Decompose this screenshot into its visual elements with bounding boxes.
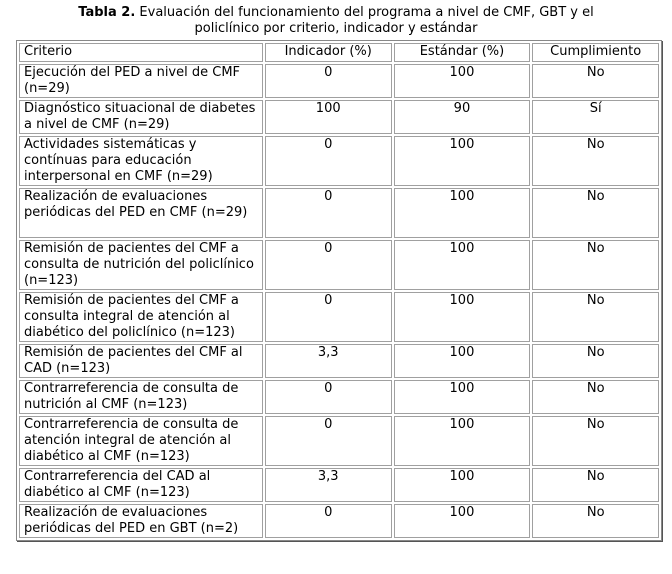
- caption-label: Tabla 2.: [78, 5, 136, 20]
- table-row: [19, 292, 659, 342]
- cell-criterio: Remisión de pacientes del CMF a consulta de nutrición del policlínico (n=123): [19, 240, 263, 290]
- cell-cumplimiento: Sí: [532, 100, 659, 134]
- cell-cumplimiento: No: [532, 380, 659, 414]
- evaluation-table: [16, 40, 662, 541]
- header-criterio: Criterio: [19, 43, 263, 62]
- header-row: [19, 43, 659, 62]
- table-row: [19, 504, 659, 538]
- table-row: [19, 416, 659, 466]
- table-caption: [0, 5, 672, 37]
- cell-indicador: 0: [265, 64, 392, 98]
- cell-criterio: Ejecución del PED a nivel de CMF (n=29): [19, 64, 263, 98]
- cell-cumplimiento: No: [532, 136, 659, 186]
- cell-cumplimiento: No: [532, 344, 659, 378]
- cell-cumplimiento: No: [532, 292, 659, 342]
- cell-indicador: 0: [265, 188, 392, 238]
- cell-estandar: 100: [394, 64, 531, 98]
- cell-indicador: 100: [265, 100, 392, 134]
- cell-estandar: 90: [394, 100, 531, 134]
- cell-estandar: 100: [394, 468, 531, 502]
- cell-cumplimiento: No: [532, 64, 659, 98]
- cell-criterio: Actividades sistemáticas y contínuas para educación interpersonal en CMF (n=29): [19, 136, 263, 186]
- cell-criterio: Contrarreferencia de consulta de atención integral de atención al diabético al CMF (n=123): [19, 416, 263, 466]
- cell-estandar: 100: [394, 136, 531, 186]
- cell-estandar: 100: [394, 416, 531, 466]
- cell-estandar: 100: [394, 240, 531, 290]
- cell-cumplimiento: No: [532, 416, 659, 466]
- cell-criterio: Diagnóstico situacional de diabetes a nivel de CMF (n=29): [19, 100, 263, 134]
- table-row: [19, 100, 659, 134]
- cell-estandar: 100: [394, 380, 531, 414]
- cell-cumplimiento: No: [532, 188, 659, 238]
- caption-title-line1: Evaluación del funcionamiento del programa a nivel de CMF, GBT y el: [139, 5, 594, 20]
- cell-estandar: 100: [394, 504, 531, 538]
- cell-estandar: 100: [394, 188, 531, 238]
- cell-indicador: 0: [265, 240, 392, 290]
- table-row: [19, 136, 659, 186]
- cell-criterio: Contrarreferencia del CAD al diabético al CMF (n=123): [19, 468, 263, 502]
- cell-indicador: 3,3: [265, 468, 392, 502]
- header-estandar: Estándar (%): [394, 43, 531, 62]
- table-row: [19, 380, 659, 414]
- header-cumplimiento: Cumplimiento: [532, 43, 659, 62]
- cell-estandar: 100: [394, 344, 531, 378]
- table-row: [19, 188, 659, 238]
- table-row: [19, 468, 659, 502]
- table-row: [19, 64, 659, 98]
- cell-criterio: Contrarreferencia de consulta de nutrición al CMF (n=123): [19, 380, 263, 414]
- cell-criterio: Remisión de pacientes del CMF al CAD (n=123): [19, 344, 263, 378]
- cell-indicador: 0: [265, 380, 392, 414]
- table-row: [19, 344, 659, 378]
- cell-criterio: Realización de evaluaciones periódicas del PED en GBT (n=2): [19, 504, 263, 538]
- cell-indicador: 3,3: [265, 344, 392, 378]
- cell-criterio: Remisión de pacientes del CMF a consulta integral de atención al diabético del policlínico (n=123): [19, 292, 263, 342]
- caption-title-line2: policlínico por criterio, indicador y estándar: [194, 21, 478, 36]
- cell-estandar: 100: [394, 292, 531, 342]
- header-indicador: Indicador (%): [265, 43, 392, 62]
- cell-criterio: Realización de evaluaciones periódicas del PED en CMF (n=29): [19, 188, 263, 238]
- cell-indicador: 0: [265, 416, 392, 466]
- cell-cumplimiento: No: [532, 240, 659, 290]
- cell-indicador: 0: [265, 292, 392, 342]
- table-row: [19, 240, 659, 290]
- cell-cumplimiento: No: [532, 468, 659, 502]
- cell-indicador: 0: [265, 504, 392, 538]
- cell-cumplimiento: No: [532, 504, 659, 538]
- caption-line-1: [0, 5, 672, 21]
- cell-indicador: 0: [265, 136, 392, 186]
